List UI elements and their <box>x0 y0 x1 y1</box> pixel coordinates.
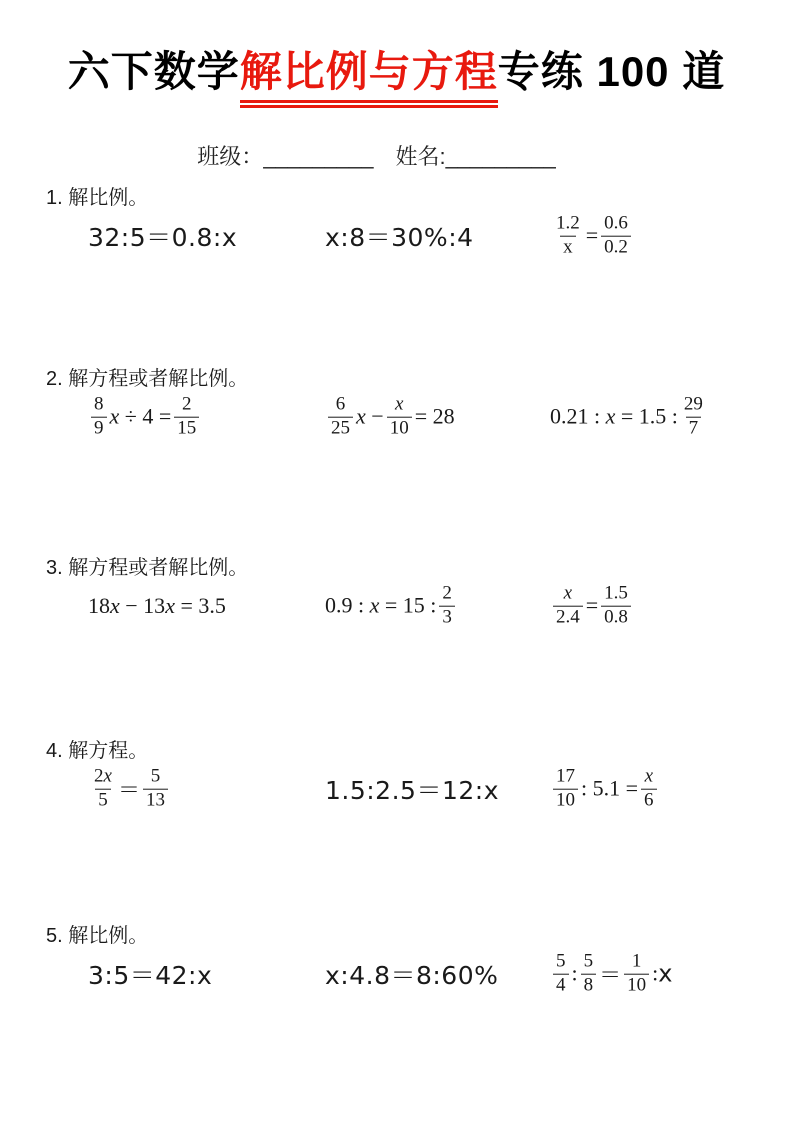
section-1 <box>0 186 793 336</box>
fraction: $\frac{17}{10}$ <box>553 766 578 813</box>
section-4 <box>0 739 793 889</box>
page-title <box>0 46 793 108</box>
meta-line <box>0 140 773 171</box>
equation-5-1: 3:5＝42:x <box>88 961 213 990</box>
title-prefix: 六下数学 <box>67 48 240 95</box>
equation-4-3: $\frac{17}{10}$ : 5.1 = $\frac{x}{6}$ <box>550 766 660 813</box>
section-2 <box>0 367 793 517</box>
fraction: $\frac{6}{25}$ <box>328 394 353 441</box>
fraction: $\frac{0.6}{0.2}$ <box>601 213 631 260</box>
fraction: $\frac{2x}{5}$ <box>94 765 112 811</box>
equation-5-2: x:4.8＝8:60% <box>325 961 499 990</box>
section-4-label: 4. 解方程。 <box>46 740 149 762</box>
section-4-equations <box>0 754 793 824</box>
equation-2-1: $\frac{8}{9}$ x ÷ 4 = $\frac{2}{15}$ <box>88 394 202 441</box>
equation-1-3: $\frac{1.2}{x}$ = $\frac{0.6}{0.2}$ <box>550 213 634 260</box>
section-5 <box>0 924 793 1074</box>
fraction: $\frac{1.5}{0.8}$ <box>601 583 631 630</box>
fraction: $\frac{29}{7}$ <box>683 393 703 439</box>
title-suffix: 专练 100 道 <box>497 48 726 95</box>
equation-4-1: $\frac{2x}{5}$ ＝ $\frac{5}{13}$ <box>88 766 171 813</box>
fraction: $\frac{5}{4}$ <box>553 951 569 998</box>
equation-4-2: 1.5:2.5＝12:x <box>325 776 499 805</box>
section-1-label: 1. 解比例。 <box>46 187 149 209</box>
section-3 <box>0 556 793 706</box>
fraction: $\frac{8}{9}$ <box>91 394 107 441</box>
equation-1-2: x:8＝30%:4 <box>325 223 474 252</box>
fraction: $\frac{5}{13}$ <box>143 766 168 813</box>
fraction: $\frac{5}{8}$ <box>581 951 597 998</box>
fraction: $\frac{2}{15}$ <box>174 394 199 441</box>
name-label: 姓名: <box>395 144 446 169</box>
class-label: 班级： <box>197 144 264 169</box>
equation-2-3: 0.21 : x = 1.5 : $\frac{29}{7}$ <box>550 394 709 441</box>
equation-3-1: 18x − 13x = 3.5 <box>88 593 226 618</box>
equation-5-3: $\frac{5}{4}$ : $\frac{5}{8}$ ＝ $\frac{1}{10}$ : x <box>550 951 672 998</box>
section-3-equations <box>0 571 793 641</box>
section-1-equations <box>0 201 793 271</box>
equation-1-1: 32:5＝0.8:x <box>88 223 238 252</box>
fraction: $\frac{x}{2.4}$ <box>553 583 583 630</box>
title-highlight: 解比例与方程 <box>240 46 498 108</box>
section-5-equations <box>0 939 793 1009</box>
section-3-label: 3. 解方程或者解比例。 <box>46 557 249 579</box>
section-2-label: 2. 解方程或者解比例。 <box>46 368 249 390</box>
fraction: $\frac{x}{10}$ <box>387 394 412 441</box>
equation-3-2: 0.9 : x = 15 : $\frac{2}{3}$ <box>325 583 458 630</box>
section-5-label: 5. 解比例。 <box>46 925 149 947</box>
section-2-equations <box>0 382 793 452</box>
name-blank-field: _________ <box>445 144 556 169</box>
equation-2-2: $\frac{6}{25}$ x − $\frac{x}{10}$ = 28 <box>325 394 455 441</box>
fraction: $\frac{1.2}{x}$ <box>556 212 580 258</box>
class-blank-field: _________ <box>263 144 374 169</box>
equation-3-3: $\frac{x}{2.4}$ = $\frac{1.5}{0.8}$ <box>550 583 634 630</box>
fraction: $\frac{x}{6}$ <box>641 766 657 813</box>
fraction: $\frac{1}{10}$ <box>624 951 649 998</box>
fraction: $\frac{2}{3}$ <box>439 583 455 630</box>
